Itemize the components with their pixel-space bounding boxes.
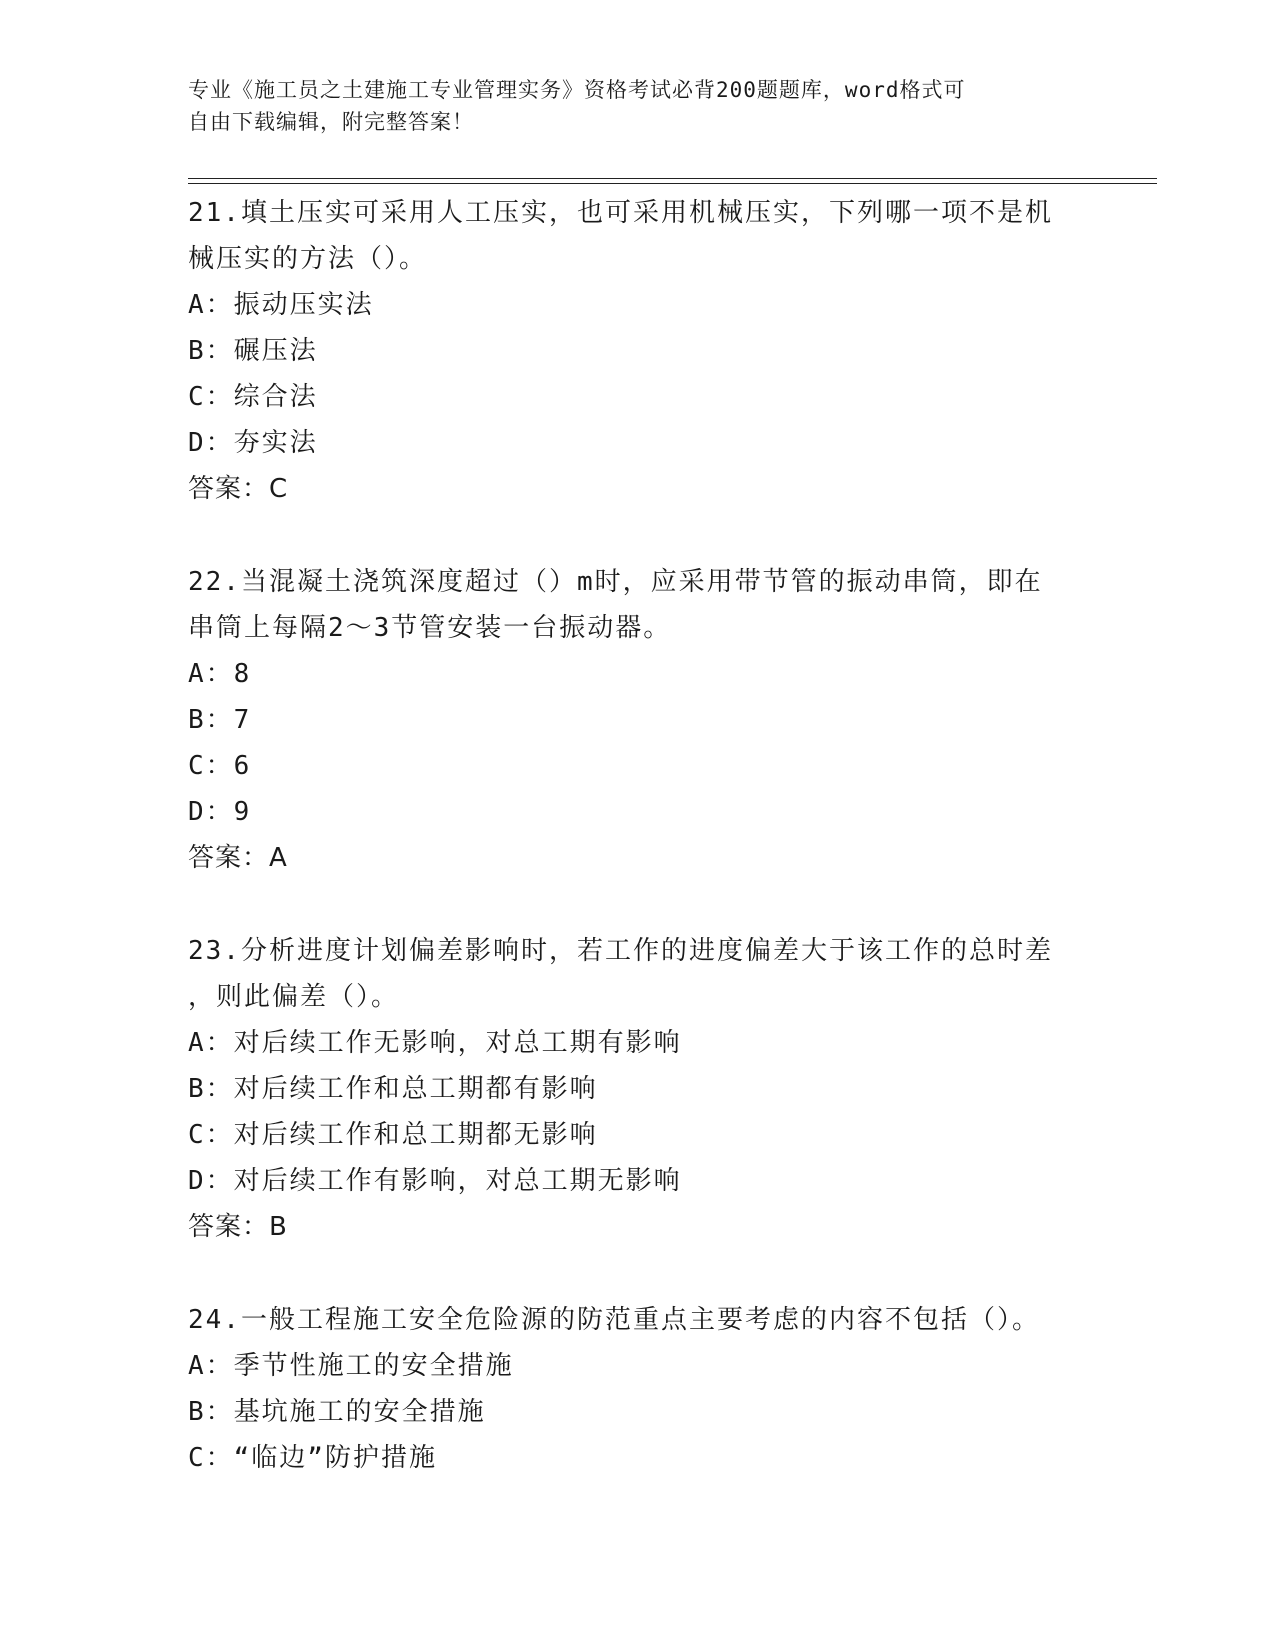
answer-option: B：7 <box>188 705 252 735</box>
header-divider <box>188 183 1157 184</box>
answer-key: 答案：C <box>188 474 289 504</box>
question-item <box>188 1297 1088 1481</box>
question-stem: ，则此偏差（）。 <box>188 982 400 1012</box>
answer-option: C：“临边”防护措施 <box>188 1443 437 1473</box>
header-line: 专业《施工员之土建施工专业管理实务》资格考试必背200题题库，word格式可 <box>188 78 966 102</box>
answer-option: D：夯实法 <box>188 428 318 458</box>
answer-option: C：对后续工作和总工期都无影响 <box>188 1120 598 1150</box>
question-stem: 23.分析进度计划偏差影响时，若工作的进度偏差大于该工作的总时差 <box>188 936 1053 966</box>
answer-option: A：对后续工作无影响，对总工期有影响 <box>188 1028 682 1058</box>
question-item <box>188 928 1088 1250</box>
header-line: 自由下载编辑，附完整答案！ <box>188 110 474 134</box>
question-stem: 22.当混凝土浇筑深度超过（）m时，应采用带节管的振动串筒，即在 <box>188 567 1043 597</box>
answer-option: B：对后续工作和总工期都有影响 <box>188 1074 598 1104</box>
answer-option: C：综合法 <box>188 382 318 412</box>
answer-key: 答案：A <box>188 843 288 873</box>
answer-option: B：基坑施工的安全措施 <box>188 1397 486 1427</box>
question-stem: 21.填土压实可采用人工压实，也可采用机械压实，下列哪一项不是机 <box>188 198 1053 228</box>
question-stem: 串筒上每隔2～3节管安装一台振动器。 <box>188 613 672 643</box>
question-item <box>188 559 1088 881</box>
question-stem: 24.一般工程施工安全危险源的防范重点主要考虑的内容不包括（）。 <box>188 1305 1040 1335</box>
answer-option: A：季节性施工的安全措施 <box>188 1351 514 1381</box>
answer-option: C：6 <box>188 751 252 781</box>
answer-option: A：振动压实法 <box>188 290 374 320</box>
answer-option: D：对后续工作有影响，对总工期无影响 <box>188 1166 682 1196</box>
answer-option: B：碾压法 <box>188 336 318 366</box>
answer-option: A：8 <box>188 659 252 689</box>
header-divider <box>188 178 1157 179</box>
answer-key: 答案：B <box>188 1212 288 1242</box>
question-item <box>188 190 1088 512</box>
document-header <box>188 74 1088 138</box>
answer-option: D：9 <box>188 797 252 827</box>
question-stem: 械压实的方法（）。 <box>188 244 428 274</box>
question-list <box>188 190 1088 1528</box>
